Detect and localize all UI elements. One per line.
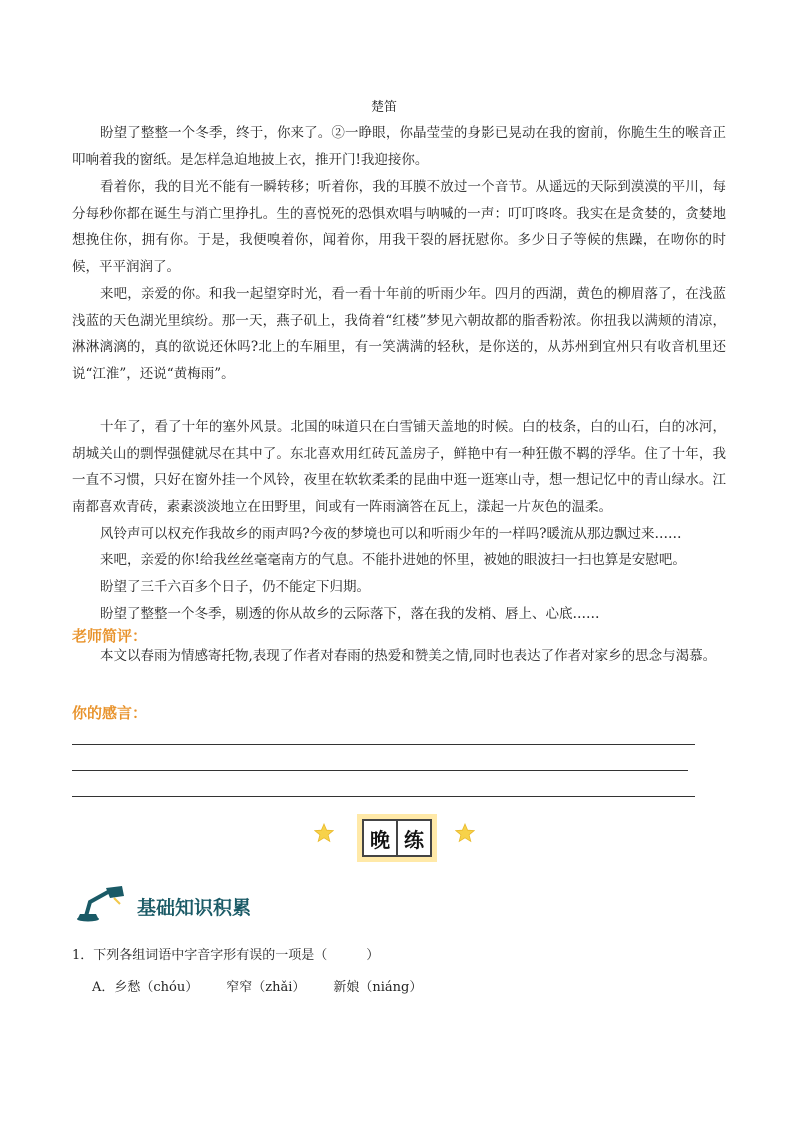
writing-line-1[interactable] [72,744,695,745]
paragraph-6: 来吧，亲爱的你!给我丝丝毫毫南方的气息。不能扑进她的怀里，被她的眼波扫一扫也算是安慰吧。 [100,552,686,568]
evening-exercise-banner [357,814,437,862]
option-a-word-3: 新娘（niáng） [333,980,423,995]
paragraph-5: 风铃声可以权充作我故乡的雨声吗?今夜的梦境也可以和听雨少年的一样吗?暖流从那边飘过来…… [100,526,682,542]
teacher-comment-text: 本文以春雨为情感寄托物,表现了作者对春雨的热爱和赞美之情,同时也表达了作者对家乡的思念与渴慕。 [100,648,717,664]
paragraph-2: 看着你，我的目光不能有一瞬转移；听着你，我的耳膜不放过一个音节。从遥远的天际到漠漠的平川，每分每秒你都在诞生与消亡里挣扎。生的喜悦死的恐惧欢唱与呐喊的一声：叮叮咚咚。我实在是贪婪的，贪婪地想挽住你，拥有你。于是，我便嗅着你，闻着你，用我干裂的唇抚慰你。多少日子等候的焦躁，在吻你的时候，平平润润了。 [72,179,726,276]
desk-lamp-icon [76,882,128,922]
author-name: 楚笛 [370,100,397,115]
question-1: 1．下列各组词语中字音字形有误的一项是（ ） [72,948,380,963]
star-icon [314,823,334,843]
writing-line-2[interactable] [72,770,688,771]
option-a-word-2: 窄窄（zhǎi） [226,980,306,995]
teacher-comment-label: 老师简评： [72,627,148,645]
question-1-options [92,976,422,995]
paragraph-7: 盼望了三千六百多个日子，仍不能定下归期。 [100,579,370,595]
option-a-word-1: A．乡愁（chóu） [92,980,199,995]
writing-line-3[interactable] [72,796,695,797]
star-icon [455,823,475,843]
paragraph-8: 盼望了整整一个冬季，剔透的你从故乡的云际落下，落在我的发梢、唇上、心底…… [100,606,600,622]
paragraph-1: 盼望了整整一个冬季，终于，你来了。②一睁眼，你晶莹莹的身影已晃动在我的窗前，你脆生生的喉音正叩响着我的窗纸。是怎样急迫地披上衣，推开门!我迎接你。 [72,125,726,168]
exercise-char: 练 [396,821,430,855]
evening-char: 晚 [370,827,390,852]
paragraph-4: 十年了，看了十年的塞外风景。北国的味道只在白雪铺天盖地的时候。白的枝条，白的山石，白的冰河，胡城关山的剽悍强健就尽在其中了。东北喜欢用红砖瓦盖房子，鲜艳中有一种狂傲不羁的浮华。住了十年，我一直不习惯，只好在窗外挂一个风铃，夜里在软软柔柔的昆曲中逛一逛寒山寺，想一想记忆中的青山绿水。江南都喜欢青砖，素素淡淡地立在田野里，间或有一阵雨滴答在瓦上，漾起一片灰色的温柔。 [72,419,726,516]
paragraph-3: 来吧，亲爱的你。和我一起望穿时光，看一看十年前的听雨少年。四月的西湖，黄色的柳眉落了，在浅蓝浅蓝的天色湖光里缤纷。那一天，燕子矶上，我倚着“红楼”梦见六朝故都的脂香粉浓。你扭我以满颊的清凉，淋淋漓漓的，真的欲说还休吗?北上的车厢里，有一笑满满的轻秋，是你送的，从苏州到宜州只有收音机里还说“江淮”，还说“黄梅雨”。 [72,286,726,383]
reader-comment-label: 你的感言： [72,704,148,722]
section-title: 基础知识积累 [137,897,252,919]
